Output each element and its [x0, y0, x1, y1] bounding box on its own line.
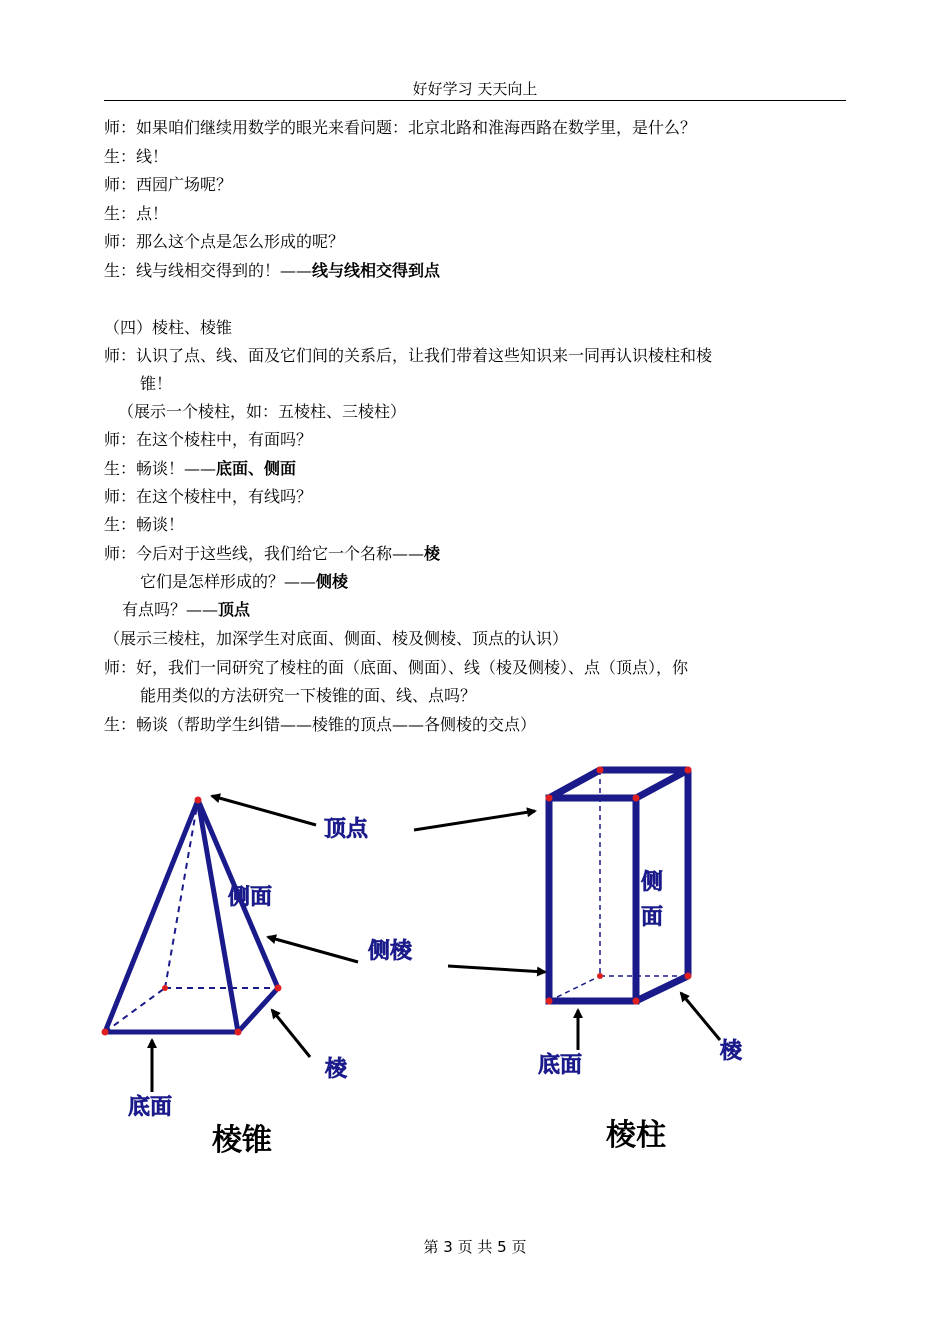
label-lateral-edge: 侧棱	[368, 939, 413, 964]
arrow-lateral-edge-pyramid	[268, 937, 358, 962]
text-line: （展示一个棱柱，如：五棱柱、三棱柱）	[118, 402, 407, 421]
page-footer: 第 3 页 共 5 页	[423, 1238, 527, 1256]
text-line: 有点吗？——顶点	[122, 600, 251, 619]
pyramid-lateral-edge	[198, 800, 238, 1032]
vertex-dot	[685, 973, 692, 980]
text-line: 生：畅谈（帮助学生纠错——棱锥的顶点——各侧棱的交点）	[104, 715, 537, 734]
vertex-dot	[235, 1029, 242, 1036]
vertex-dot	[162, 985, 168, 991]
text-line: 它们是怎样形成的？——侧棱	[140, 572, 349, 591]
text-line: 生：线与线相交得到的！——线与线相交得到点	[104, 261, 441, 280]
prism	[546, 767, 692, 1005]
section-heading: （四）棱柱、棱锥	[104, 318, 233, 337]
vertex-dot	[597, 767, 604, 774]
label-vertex: 顶点	[324, 817, 369, 842]
arrow-vertex-pyramid	[212, 796, 316, 825]
vertex-dot	[685, 767, 692, 774]
label-prism: 棱柱	[606, 1118, 666, 1153]
text-line: 师：好，我们一同研究了棱柱的面（底面、侧面）、线（棱及侧棱）、点（顶点），你	[104, 658, 689, 677]
label-lateral-face-prism-top: 侧	[641, 870, 664, 895]
vertex-dot	[546, 795, 553, 802]
text-line: 师：认识了点、线、面及它们间的关系后，让我们带着这些知识来一同再认识棱柱和棱	[104, 346, 713, 365]
label-base-prism: 底面	[538, 1053, 583, 1078]
vertex-dot	[633, 795, 640, 802]
prism-front-face	[549, 798, 636, 1001]
pyramid-hidden-edge	[165, 800, 198, 988]
label-edge-prism: 棱	[720, 1039, 743, 1064]
text-line: 生：畅谈！	[104, 515, 185, 534]
text-line: 锥！	[140, 374, 173, 393]
label-lateral-face-pyramid: 侧面	[228, 885, 273, 910]
page-header: 好好学习 天天向上	[412, 80, 538, 98]
prism-top-face	[549, 770, 688, 798]
text-line: 师：西园广场呢？	[104, 175, 233, 194]
prism-base-edge	[636, 976, 688, 1001]
text-line: 师：如果咱们继续用数学的眼光来看问题：北京北路和淮海西路在数学里，是什么？	[104, 118, 697, 137]
text-line: 生：线！	[104, 147, 169, 166]
label-base-pyramid: 底面	[128, 1095, 173, 1120]
vertex-dot	[597, 973, 603, 979]
text-line: 生：畅谈！——底面、侧面	[104, 459, 297, 478]
label-edge-pyramid: 棱	[325, 1057, 348, 1082]
text-line: 师：那么这个点是怎么形成的呢？	[104, 232, 345, 251]
label-pyramid: 棱锥	[212, 1123, 272, 1158]
label-lateral-face-prism-bottom: 面	[641, 905, 664, 930]
vertex-dot	[546, 998, 553, 1005]
text-line: （展示三棱柱，加深学生对底面、侧面、棱及侧棱、顶点的认识）	[104, 629, 569, 648]
pyramid-base-edge	[105, 988, 278, 1032]
arrow-edge-pyramid	[272, 1010, 310, 1057]
pyramid	[102, 797, 282, 1036]
vertex-dot	[195, 797, 202, 804]
text-line: 能用类似的方法研究一下棱锥的面、线、点吗？	[140, 686, 477, 705]
vertex-dot	[275, 985, 282, 992]
arrow-lateral-edge-prism	[448, 966, 545, 972]
vertex-dot	[102, 1029, 109, 1036]
text-line: 师：在这个棱柱中，有线吗？	[104, 487, 313, 506]
vertex-dot	[633, 998, 640, 1005]
arrow-vertex-prism	[414, 811, 535, 830]
text-line: 师：在这个棱柱中，有面吗？	[104, 430, 313, 449]
text-line: 生：点！	[104, 204, 169, 223]
text-line: 师：今后对于这些线，我们给它一个名称——棱	[104, 544, 441, 563]
arrow-edge-prism	[681, 993, 720, 1040]
prism-hidden-edge	[549, 976, 600, 1001]
